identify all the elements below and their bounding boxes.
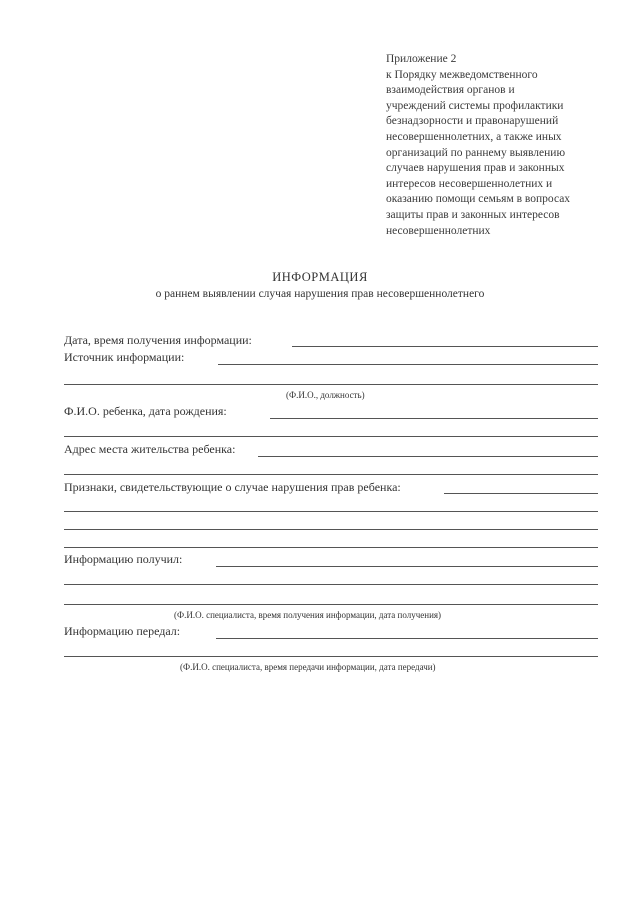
received-field-line-3[interactable] (64, 604, 598, 605)
appendix-line: несовершеннолетних, а также иных (386, 130, 562, 143)
appendix-line: организаций по раннему выявлению (386, 146, 566, 159)
appendix-line: взаимодействия органов и (386, 84, 515, 97)
received-field-line-2[interactable] (64, 584, 598, 585)
appendix-line: безнадзорности и правонарушений (386, 115, 559, 128)
appendix-line: оказанию помощи семьям в вопросах (386, 193, 571, 206)
address-field[interactable] (258, 456, 598, 457)
appendix-line: учреждений системы профилактики (386, 99, 564, 112)
date-time-label: Дата, время получения информации: (64, 333, 252, 347)
appendix-line: Приложение 2 (386, 53, 457, 65)
source-field-continued[interactable] (64, 384, 598, 385)
received-field[interactable] (216, 566, 598, 567)
date-time-field[interactable] (292, 346, 598, 347)
child-name-field[interactable] (270, 418, 598, 419)
appendix-line: случаев нарушения прав и законных (386, 162, 565, 175)
child-name-label: Ф.И.О. ребенка, дата рождения: (64, 404, 227, 418)
child-name-field-continued[interactable] (64, 436, 598, 437)
received-caption: (Ф.И.О. специалиста, время получения информации, дата получения) (174, 610, 442, 620)
transferred-caption: (Ф.И.О. специалиста, время передачи информации, дата передачи) (180, 662, 436, 672)
source-field[interactable] (218, 364, 598, 365)
signs-field-line-2[interactable] (64, 511, 598, 512)
signs-field-line-3[interactable] (64, 529, 598, 530)
document-title: ИНФОРМАЦИЯ (272, 270, 368, 284)
signs-label: Признаки, свидетельствующие о случае нарушения прав ребенка: (64, 480, 401, 494)
appendix-line: несовершеннолетних (386, 224, 491, 237)
appendix-line: интересов несовершеннолетних и (386, 177, 553, 190)
transferred-field-continued[interactable] (64, 656, 598, 657)
transferred-label: Информацию передал: (64, 624, 181, 638)
signs-field[interactable] (444, 493, 598, 494)
source-caption: (Ф.И.О., должность) (286, 390, 365, 400)
appendix-line: защиты прав и законных интересов (386, 208, 560, 221)
appendix-line: к Порядку межведомственного (386, 68, 538, 81)
appendix-note (386, 52, 616, 239)
address-field-continued[interactable] (64, 474, 598, 475)
transferred-field[interactable] (216, 638, 598, 639)
address-label: Адрес места жительства ребенка: (64, 442, 236, 456)
received-label: Информацию получил: (64, 552, 183, 566)
signs-field-line-4[interactable] (64, 547, 598, 548)
source-label: Источник информации: (64, 350, 185, 364)
document-subtitle: о раннем выявлении случая нарушения прав несовершеннолетнего (155, 288, 485, 300)
